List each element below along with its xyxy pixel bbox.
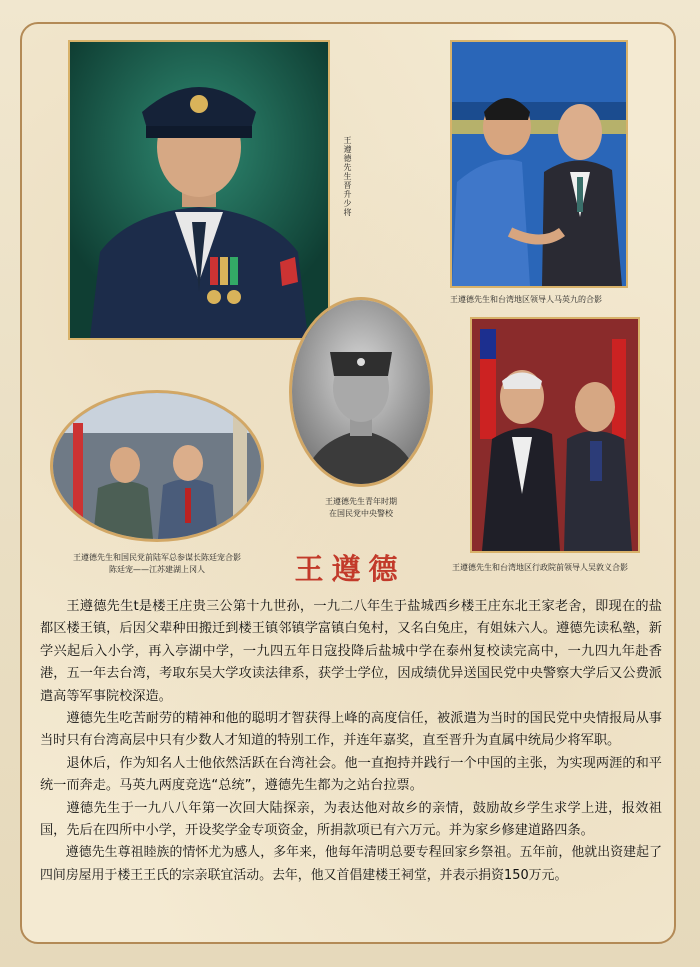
paragraph: 遵德先生尊祖睦族的情怀尤为感人，多年来，他每年清明总要专程回家乡祭祖。五年前，他就出资建起了四间房屋用于楼王王氏的宗亲联宜活动。去年，他又首倡建楼王祠堂，并表示捐资150万元。 — [40, 845, 662, 883]
young-caption-line2: 在国民党中央警校 — [329, 509, 393, 518]
paragraph: 遵德先生于一九八八年第一次回大陆探亲，为表达他对故乡的亲情，鼓励故乡学生求学上进，报效祖国，先后在四所中小学，开设奖学金专项资金，所捐款项已有六万元。并为家乡修建道路四条。 — [40, 800, 662, 839]
biography-body — [40, 596, 662, 887]
ma-yingjiu-caption: 王遵德先生和台湾地区领导人马英九的合影 — [450, 295, 602, 304]
paragraph: 遵德先生吃苦耐劳的精神和他的聪明才智获得上峰的高度信任，被派遣为当时的国民党中央情报局从事当时只有台湾高层中只有少数人才知道的特别工作，并连年嘉奖，直至晋升为直属中统局少将军职。 — [40, 711, 662, 749]
chen-tingchong-caption-line1: 王遵德先生和国民党前陆军总参谋长陈廷宠合影 — [73, 553, 241, 562]
chen-tingchong-photo — [50, 390, 264, 542]
wu-dunyi-caption: 王遵德先生和台湾地区行政院前领导人吴敦义合影 — [452, 563, 628, 572]
paragraph: 王遵德先生t是楼王庄贵三公第十九世孙，一九二八年生于盐城西乡楼王庄东北王家老舍，即现在的盐都区楼王镇，后因父辈种田搬迁到楼王镇邻镇学富镇白兔村，又名白兔庄，有姐妹六人。遵德先读私塾，新学兴起后入小学，再入亭湖中学，一九四五年日寇投降后盐城中学在泰州复校读完高中，一九四九年赴香港，五一年去台湾，考取东吴大学攻读法律系，获学士学位，因成绩优异送国民党中央警察大学后又公费派遣高等军事院校深造。 — [40, 599, 662, 704]
young-caption-line1: 王遵德先生青年时期 — [325, 497, 397, 506]
wu-dunyi-photo — [470, 317, 640, 553]
chen-tingchong-caption-line2: 陈廷宠——江苏建湖上冈人 — [109, 565, 205, 574]
portrait-caption: 王遵德先生晋升少将 — [343, 136, 352, 217]
young-photo — [289, 297, 433, 487]
page-title: 王遵德 — [294, 552, 406, 586]
paragraph: 退休后，作为知名人士他依然活跃在台湾社会。他一直抱持并践行一个中国的主张，为实现两涯的和平统一而奔走。马英九两度竞选“总统”，遵德先生都为之站台拉票。 — [40, 755, 662, 794]
ma-yingjiu-photo — [450, 40, 628, 288]
portrait-general-photo — [68, 40, 330, 340]
